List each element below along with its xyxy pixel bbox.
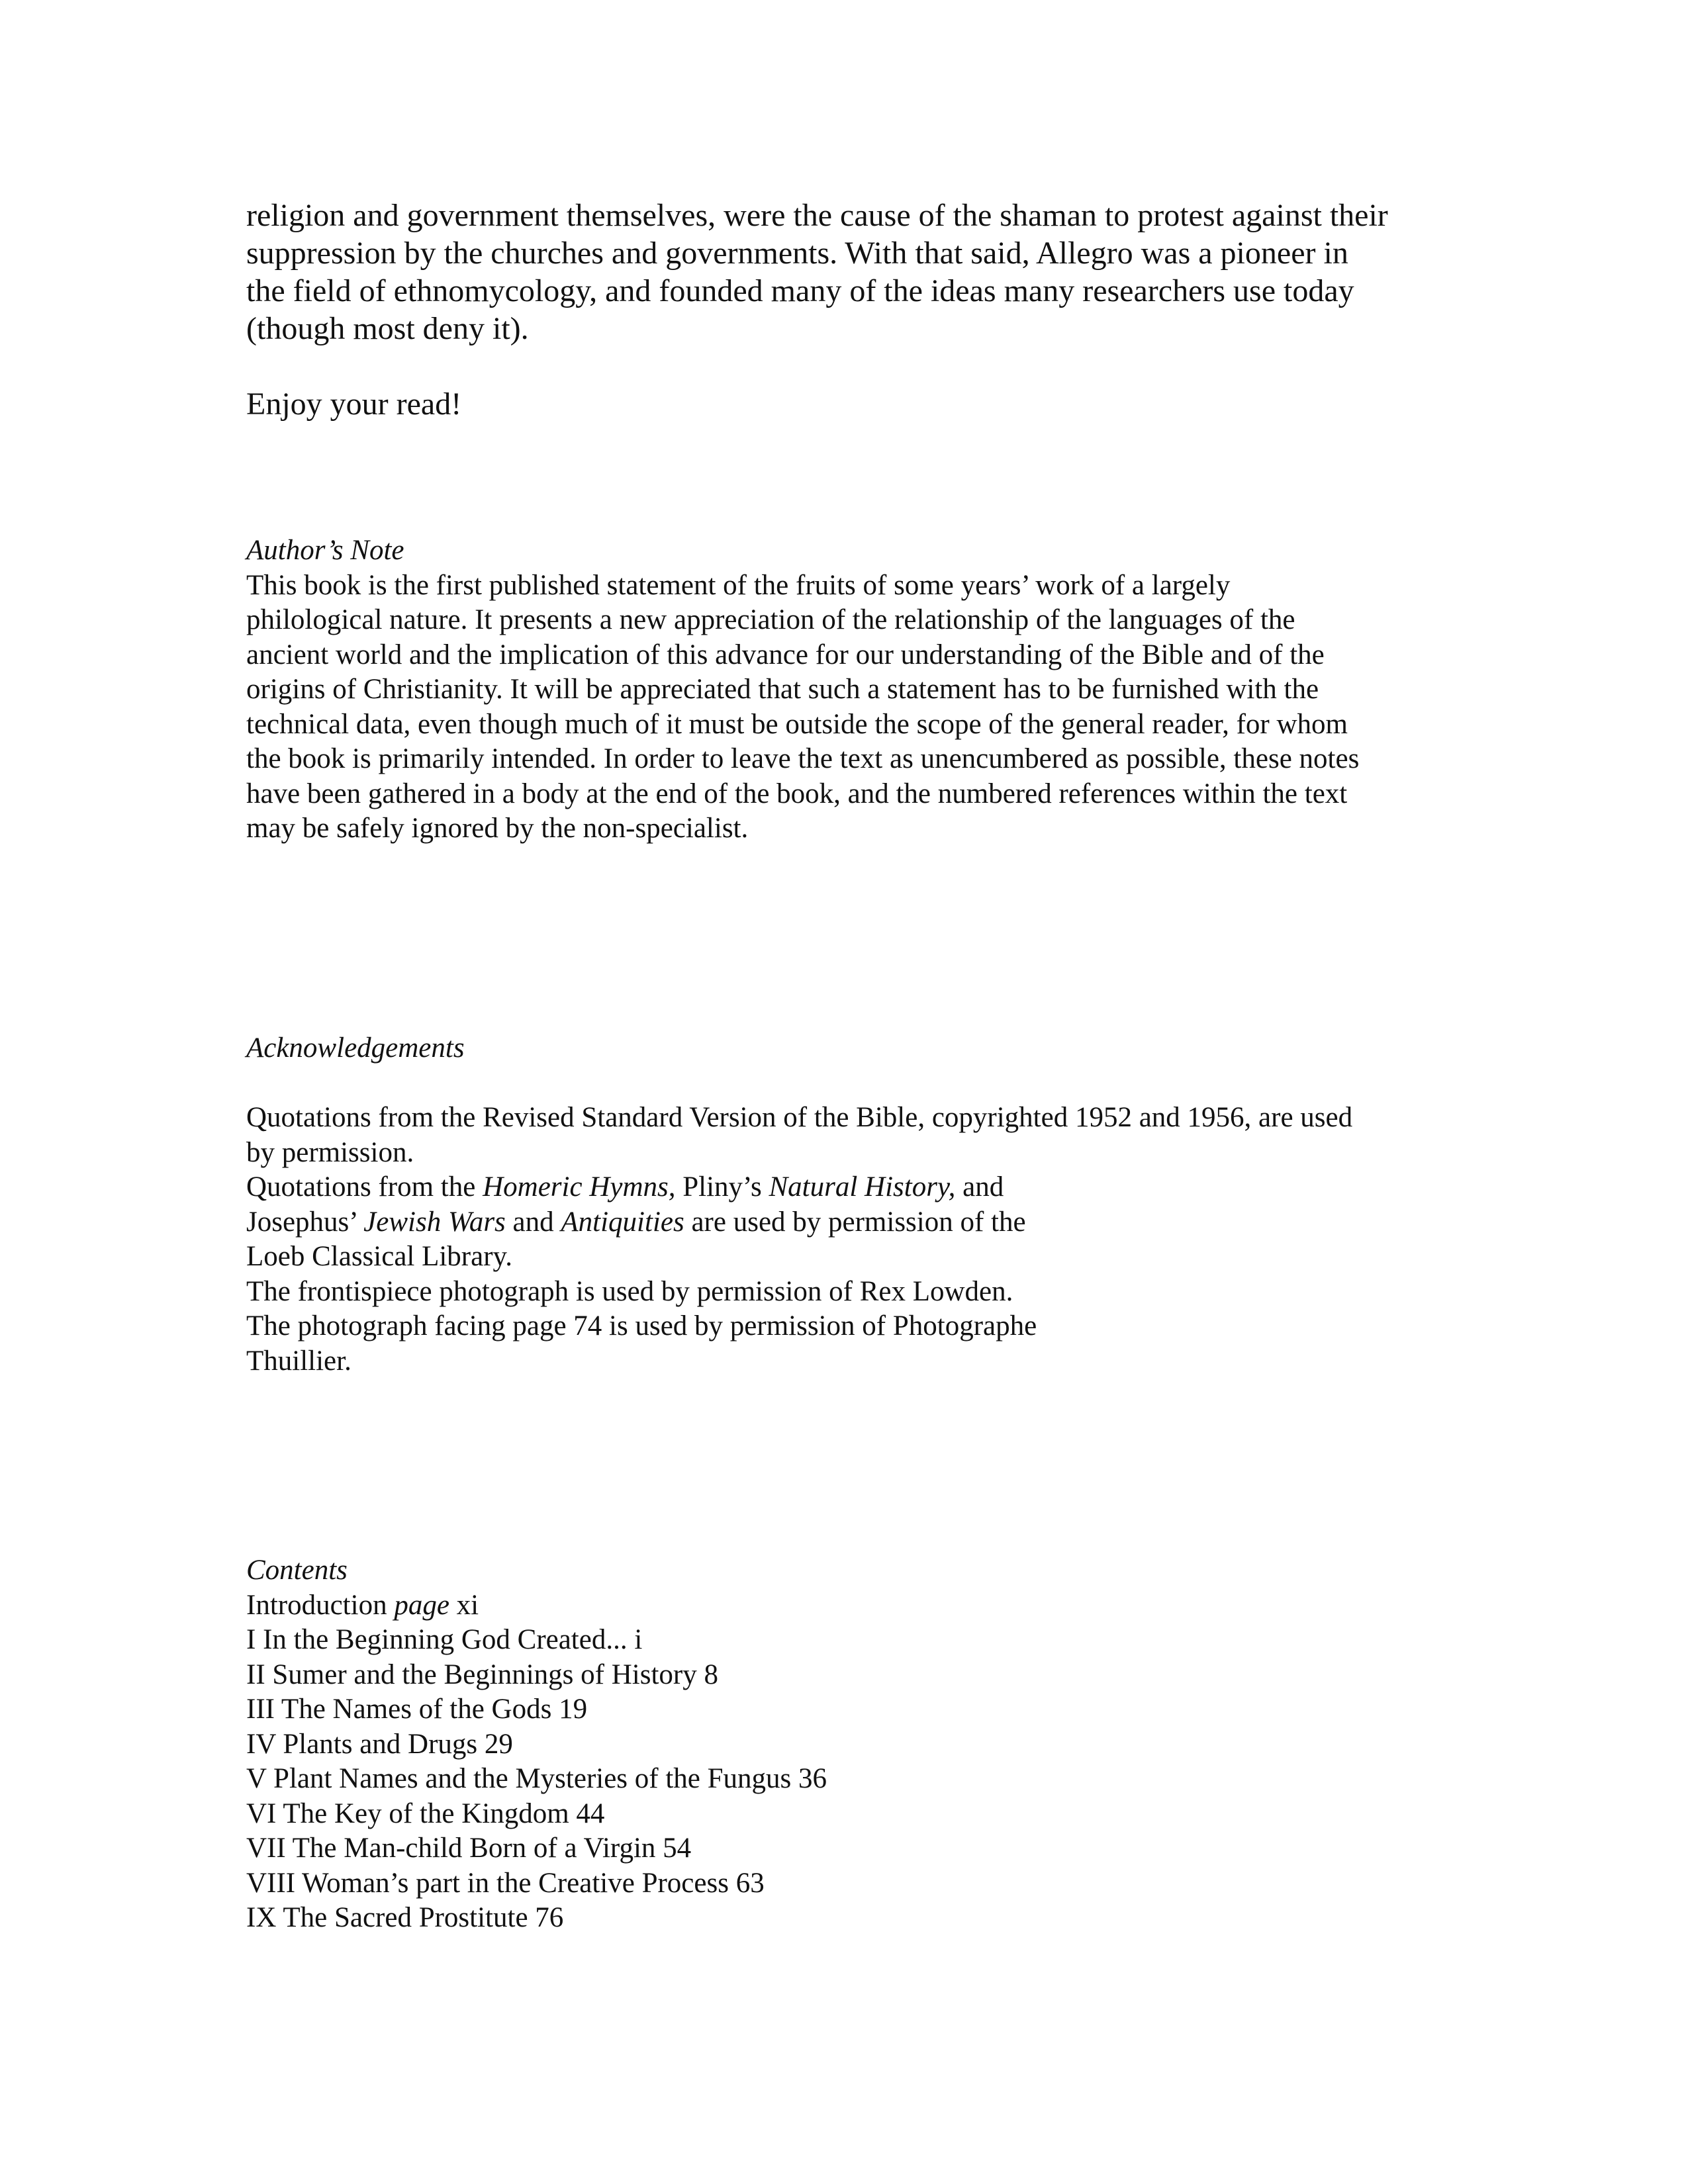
contents-entry: II Sumer and the Beginnings of History 8 [246,1659,718,1690]
ack-line [246,1170,1451,1205]
contents-entry: III The Names of the Gods 19 [246,1694,588,1725]
authors-note-line: ancient world and the implication of this advance for our understanding of the Bible and of the [246,639,1325,670]
ack-line: Quotations from the Revised Standard Version of the Bible, copyrighted 1952 and 1956, are used [246,1102,1353,1133]
contents-heading: Contents [246,1555,348,1586]
authors-note-line: may be safely ignored by the non-specialist. [246,813,749,844]
contents-entry: VI The Key of the Kingdom 44 [246,1797,605,1829]
authors-note-line: This book is the first published statement of the fruits of some years’ work of a largely [246,569,1231,601]
contents-entry: VII The Man-child Born of a Virgin 54 [246,1833,692,1864]
contents-entry-introduction [246,1588,1451,1623]
intro-line: religion and government themselves, were the cause of the shaman to protest against their [246,198,1388,233]
ack-line: Loeb Classical Library. [246,1241,512,1272]
ack-title-italic: Antiquities [561,1206,684,1238]
ack-text: Pliny’s [675,1171,769,1203]
contents-entry: VIII Woman’s part in the Creative Process 63 [246,1867,765,1899]
contents-entry: V Plant Names and the Mysteries of the Fungus 36 [246,1763,827,1794]
contents-page-number: xi [456,1589,479,1621]
ack-text: Quotations from the [246,1171,483,1203]
ack-line: by permission. [246,1136,414,1168]
ack-text: and [955,1171,1004,1203]
authors-note-line: origins of Christianity. It will be appreciated that such a statement has to be furnished with the [246,674,1319,705]
ack-text: and [505,1206,561,1238]
ack-title-italic: Homeric Hymns, [483,1171,676,1203]
intro-line: (though most deny it). [246,311,529,346]
ack-title-italic: Jewish Wars [363,1206,506,1238]
intro-line: suppression by the churches and governments. With that said, Allegro was a pioneer in [246,236,1348,271]
authors-note-line: technical data, even though much of it must be outside the scope of the general reader, for whom [246,708,1348,740]
ack-text: Josephus’ [246,1206,364,1238]
enjoy-your-read: Enjoy your read! [246,387,462,422]
authors-note-line: the book is primarily intended. In order to leave the text as unencumbered as possible, these notes [246,743,1360,774]
authors-note-line: have been gathered in a body at the end of the book, and the numbered references within the text [246,778,1348,809]
ack-line: The photograph facing page 74 is used by permission of Photographe [246,1310,1037,1342]
authors-note-section [246,533,1451,846]
contents-entry-title: Introduction [246,1589,387,1621]
authors-note-heading: Author’s Note [246,535,404,566]
acknowledgements-heading: Acknowledgements [246,1032,465,1064]
contents-entry: IX The Sacred Prostitute 76 [246,1902,564,1933]
authors-note-line: philological nature. It presents a new appreciation of the relationship of the languages of the [246,604,1295,635]
closing-line [246,385,1451,423]
ack-line [246,1205,1451,1240]
intro-paragraph [246,197,1451,347]
ack-line: The frontispiece photograph is used by permission of Rex Lowden. [246,1275,1013,1307]
ack-text: are used by permission of the [684,1206,1026,1238]
intro-line: the field of ethnomycology, and founded many of the ideas many researchers use today [246,273,1354,308]
contents-entry: I In the Beginning God Created... i [246,1624,643,1655]
contents-entry: IV Plants and Drugs 29 [246,1728,513,1760]
acknowledgements-heading-block [246,1031,1451,1066]
contents-page-word: page [394,1589,449,1621]
ack-title-italic: Natural History, [769,1171,956,1203]
ack-line: Thuillier. [246,1345,352,1377]
contents-section [246,1553,1451,1936]
acknowledgements-body [246,1101,1451,1379]
